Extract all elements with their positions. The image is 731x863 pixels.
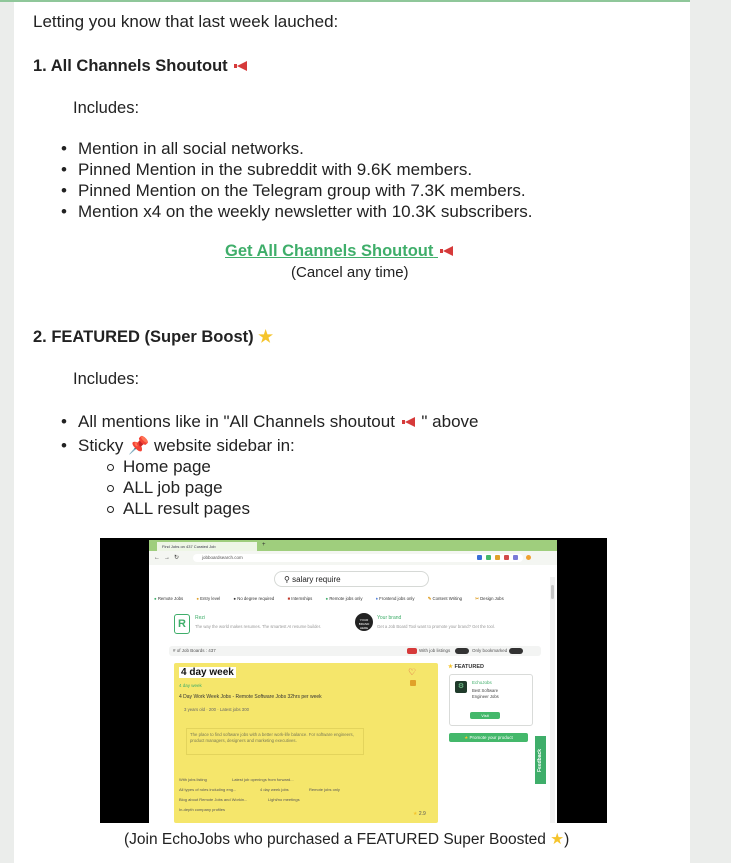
ad2-text: Get a Job Board Tool want to promote your brand? Get the tool. — [377, 624, 495, 629]
scrollbar-thumb — [551, 585, 554, 599]
ad2-title: Your brand — [377, 615, 402, 621]
medal-icon — [410, 680, 416, 686]
ad-row — [169, 612, 541, 638]
extension-icon — [477, 555, 482, 560]
echojobs-logo: ⚙ — [455, 681, 467, 693]
category-chip: ✂ Design Jobs — [475, 596, 504, 601]
ad2-badge: YOUR BRAND HERE — [355, 613, 373, 631]
category-chip: ♦ Frontend jobs only — [375, 596, 415, 601]
star-icon: ★ — [413, 811, 418, 817]
section2-heading — [33, 327, 273, 347]
feedback-tab: Feedback — [535, 736, 546, 784]
list-item: ALL result pages — [123, 498, 478, 519]
list-item: • Mention x4 on the weekly newsletter with 10.3K subscribers. — [78, 201, 533, 222]
profile-icon — [526, 555, 531, 560]
job-subtitle: 4 Day Work Week Jobs - Remote Software Jobs 32hrs per week — [179, 694, 322, 700]
back-icon: ← — [154, 555, 160, 561]
ad1-title: Rezi — [195, 615, 206, 621]
screenshot-caption — [124, 830, 569, 849]
caption-text: (Join EchoJobs who purchased a FEATURED Super Boosted — [124, 831, 546, 848]
heart-icon: ♡ — [408, 667, 417, 677]
browser-tabbar — [149, 540, 557, 551]
megaphone-icon — [440, 245, 455, 257]
filter-bookmarked-label: Only bookmarked — [472, 648, 508, 653]
category-chip: ● No degree required — [233, 596, 275, 601]
featured-label: ★ FEATURED — [448, 664, 485, 670]
featured-company-name: EchoJobs — [472, 680, 492, 685]
job-tag: 4 day week jobs — [260, 787, 289, 792]
section1-title: 1. All Channels Shoutout — [33, 57, 228, 75]
sticky-suffix: website sidebar in: — [153, 436, 295, 455]
bookmarked-toggle — [509, 648, 523, 654]
section2-title: 2. FEATURED (Super Boost) — [33, 328, 254, 346]
boards-count: # of Job Boards : 437 — [173, 648, 216, 653]
category-chip: ■ Internships — [287, 596, 313, 601]
address-bar: jobboardsearch.com — [193, 554, 523, 562]
category-chip: ● Remote Jobs — [154, 596, 184, 601]
section2-includes-label: Includes: — [73, 370, 140, 388]
list-item: • Pinned Mention on the Telegram group with 7.3K members. — [78, 180, 533, 201]
megaphone-icon — [402, 416, 417, 428]
featured-company-card — [449, 674, 533, 726]
star-icon: ★ — [258, 328, 274, 346]
search-icon: ⚲ — [284, 575, 290, 584]
job-title: 4 day week — [181, 667, 234, 678]
job-listings-toggle — [455, 648, 469, 654]
job-tag: Blog about Remote Jobs and Workin... — [179, 797, 248, 802]
extension-icon — [513, 555, 518, 560]
mentions-suffix: " above — [421, 412, 479, 431]
sidebar-locations-list — [78, 456, 478, 519]
section1-list — [78, 138, 533, 222]
featured-company-desc: Best Software Engineer Jobs — [472, 688, 499, 699]
star-icon: ★ — [550, 831, 565, 848]
section1-includes-label: Includes: — [73, 99, 140, 117]
extension-icon — [504, 555, 509, 560]
caption-end: ) — [564, 831, 570, 848]
browser-tab: Find Jobs on 437 Curated Job — [157, 542, 257, 551]
cta-label: Get All Channels Shoutout — [225, 242, 434, 260]
featured-sidebar — [445, 663, 535, 725]
list-item: • Mention in all social networks. — [78, 138, 533, 159]
youtube-icon — [407, 648, 417, 654]
category-bar — [154, 594, 554, 603]
job-tag: Light/no meetings — [268, 797, 300, 802]
list-item: • Pinned Mention in the subreddit with 9.6K members. — [78, 159, 533, 180]
rating — [413, 811, 426, 817]
search-input — [274, 571, 429, 587]
pushpin-icon: 📌 — [128, 436, 150, 455]
job-meta: 3 years old · 200 · Latest jobs 300 — [184, 707, 249, 712]
featured-screenshot — [100, 538, 607, 823]
new-tab-icon: + — [262, 542, 266, 548]
section2-list — [78, 411, 478, 519]
rating-value: 2.9 — [418, 811, 426, 817]
filter-job-listings-label: With job listings — [419, 648, 451, 653]
filter-bar — [169, 646, 541, 656]
promote-product-button: ★ Promote your product — [449, 733, 528, 742]
section1-heading — [33, 57, 249, 76]
ad1-text: The way the world makes resumes. The smartest AI resume builder. — [195, 624, 322, 629]
browser-toolbar — [149, 551, 557, 565]
extension-icon — [495, 555, 500, 560]
job-tag: All types of roles including eng... — [179, 787, 237, 792]
job-description: The place to find software jobs with a better work-life balance. For software engineers, product managers, designers and marketing executives. — [186, 728, 364, 755]
browser-window — [149, 540, 557, 823]
category-chip: ✎ Content Writing — [427, 596, 463, 601]
list-item: ALL job page — [123, 477, 478, 498]
reload-icon: ↻ — [174, 555, 180, 561]
window-scrollbar-area[interactable] — [690, 0, 731, 863]
sticky-text: Sticky — [78, 436, 124, 455]
intro-text: Letting you know that last week lauched: — [33, 12, 339, 31]
all-channels-shoutout-link[interactable] — [225, 242, 455, 261]
job-tag: Remote jobs only — [309, 787, 340, 792]
job-tag: Latest job openings from forward... — [232, 777, 294, 782]
extension-icon — [486, 555, 491, 560]
list-item — [78, 435, 478, 519]
category-chip: ● Remote jobs only — [325, 596, 363, 601]
megaphone-icon — [234, 60, 249, 72]
forward-icon: → — [164, 555, 170, 561]
list-item: Home page — [123, 456, 478, 477]
page-scrollbar — [550, 577, 555, 823]
cancel-note: (Cancel any time) — [291, 264, 409, 281]
star-icon: ★ — [464, 735, 469, 740]
job-domain: 4 day week — [179, 683, 202, 688]
rezi-logo: R — [174, 614, 190, 634]
email-body — [14, 2, 690, 863]
visit-button: Visit — [470, 712, 500, 719]
list-item — [78, 411, 478, 432]
star-icon: ★ — [448, 664, 453, 670]
mentions-text: All mentions like in "All Channels shoutout — [78, 412, 395, 431]
search-value: salary require — [292, 575, 341, 584]
job-tag: In-depth company profiles — [179, 807, 226, 812]
category-chip: ● Entry level — [196, 596, 221, 601]
featured-job-card — [174, 663, 438, 823]
job-tag: With jobs listing — [179, 777, 207, 782]
